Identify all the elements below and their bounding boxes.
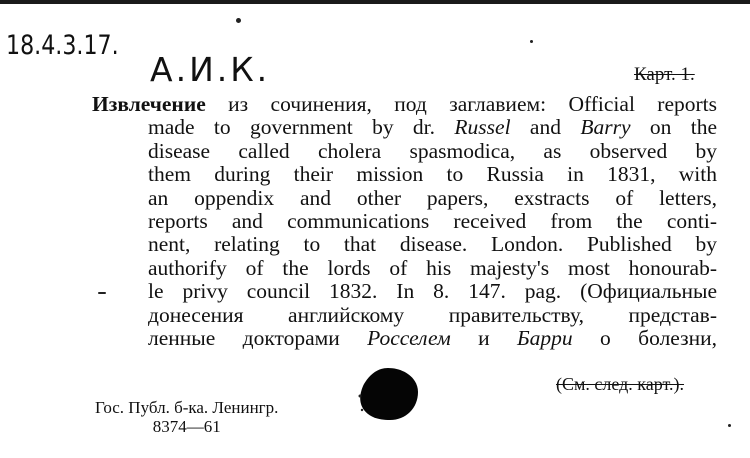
author-name: Barry	[580, 116, 631, 140]
entry-line-text: on the	[630, 116, 717, 140]
ink-speck	[728, 424, 731, 427]
ink-speck	[236, 18, 241, 23]
entry-line-text: and	[510, 116, 581, 140]
entry-line-2	[92, 116, 717, 139]
entry-text	[92, 93, 717, 350]
entry-line-11	[92, 327, 717, 350]
entry-line-1	[92, 93, 717, 116]
imprint-number: 8374—61	[152, 417, 221, 436]
entry-line-text: ленные докторами	[148, 327, 368, 351]
entry-line-3: disease called cholera spasmodica, as observed by	[148, 139, 717, 163]
entry-line-4: them during their mission to Russia in 1831, with	[148, 163, 717, 187]
entry-line-text: о болезни,	[572, 327, 717, 351]
library-imprint	[95, 398, 278, 436]
entry-line-5: an oppendix and other papers, exstracts of letters,	[148, 186, 717, 210]
ink-speck	[98, 292, 106, 294]
ink-speck	[530, 40, 533, 43]
entry-line-9: le privy council 1832. In 8. 147. pag. (Официальные	[148, 280, 717, 304]
card-number-text: Карт. 1.	[634, 64, 695, 85]
author-name: Росселем	[367, 327, 451, 351]
entry-line-10: донесения английскому правительству, представ-	[148, 303, 717, 327]
continuation-note-text: (См. след. карт.).	[556, 374, 685, 394]
author-name: Russel	[454, 116, 511, 140]
card-number	[634, 64, 695, 86]
entry-line-text: и	[450, 327, 517, 351]
handwritten-initials: А.И.К.	[150, 50, 271, 89]
author-name: Барри	[516, 327, 573, 351]
ink-blot	[356, 366, 420, 422]
continuation-note	[556, 374, 684, 395]
handwritten-shelf-code: 18.4.3.17.	[6, 30, 119, 61]
entry-line-8: authorify of the lords of his majesty's most honourab-	[148, 256, 717, 280]
entry-line-6: reports and communications received from the conti-	[148, 210, 717, 234]
entry-line-text: из сочинения, под заглавием: Official reports	[228, 93, 717, 116]
entry-lead: Извлечение	[92, 93, 206, 116]
entry-line-7: nent, relating to that disease. London. Published by	[148, 233, 717, 257]
entry-line-text: made to government by dr.	[148, 116, 455, 140]
card-top-edge	[0, 0, 750, 4]
imprint-publisher: Гос. Публ. б-ка. Ленингр.	[95, 398, 279, 417]
